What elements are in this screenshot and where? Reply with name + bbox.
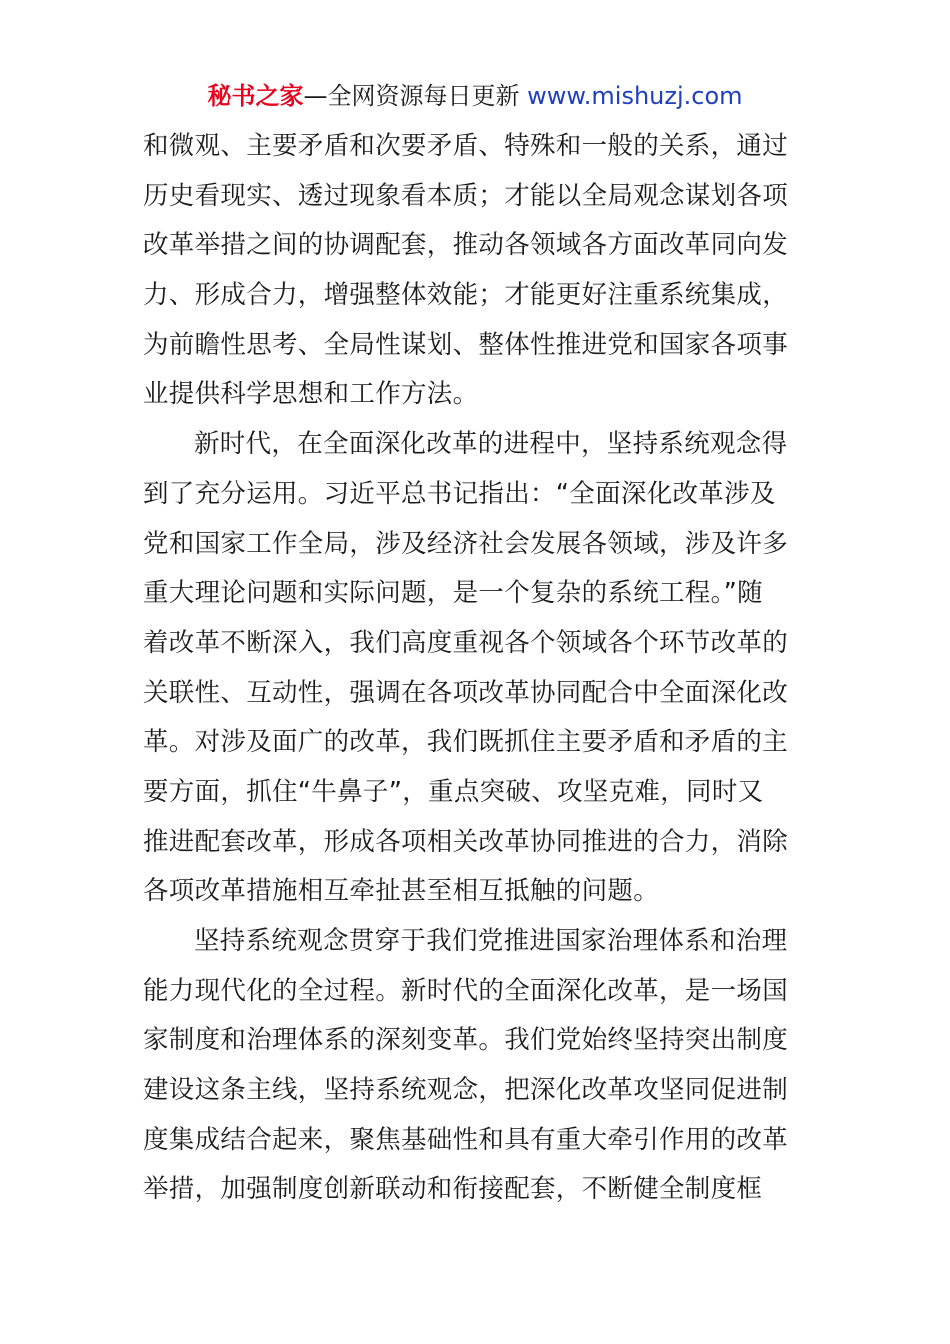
document-body bbox=[143, 122, 811, 1215]
paragraph-line: 和微观、主要矛盾和次要矛盾、特殊和一般的关系，通过 bbox=[143, 131, 789, 161]
paragraph-line: 要方面，抓住“牛鼻子”，重点突破、攻坚克难，同时又 bbox=[143, 776, 764, 807]
paragraph-line: 为前瞻性思考、全局性谋划、整体性推进党和国家各项事 bbox=[143, 329, 789, 360]
paragraph-line: 推进配套改革，形成各项相关改革协同推进的合力，消除 bbox=[143, 826, 789, 857]
paragraph-line: 举措，加强制度创新联动和衔接配套，不断健全制度框 bbox=[143, 1174, 763, 1205]
paragraph bbox=[143, 420, 811, 917]
page-header bbox=[0, 80, 950, 112]
paragraph-line: 改革举措之间的协调配套，推动各领域各方面改革同向发 bbox=[143, 230, 789, 261]
paragraph-line: 党和国家工作全局，涉及经济社会发展各领域，涉及许多 bbox=[143, 528, 789, 559]
paragraph bbox=[143, 917, 811, 1215]
site-brand: 秘书之家 bbox=[207, 82, 304, 110]
paragraph bbox=[143, 122, 811, 420]
paragraph-line: 关联性、互动性，强调在各项改革协同配合中全面深化改 bbox=[143, 677, 789, 708]
site-url-link[interactable]: www.mishuzj.com bbox=[527, 82, 743, 110]
site-tagline: —全网资源每日更新 bbox=[303, 82, 528, 110]
paragraph-line: 各项改革措施相互牵扯甚至相互抵触的问题。 bbox=[143, 876, 660, 907]
paragraph-line: 着改革不断深入，我们高度重视各个领域各个环节改革的 bbox=[143, 627, 789, 658]
paragraph-line: 新时代，在全面深化改革的进程中，坚持系统观念得 bbox=[194, 429, 788, 460]
paragraph-line: 坚持系统观念贯穿于我们党推进国家治理体系和治理 bbox=[194, 926, 788, 956]
paragraph-line: 家制度和治理体系的深刻变革。我们党始终坚持突出制度 bbox=[143, 1025, 789, 1056]
paragraph-line: 革。对涉及面广的改革，我们既抓住主要矛盾和矛盾的主 bbox=[143, 727, 789, 758]
paragraph-line: 到了充分运用。习近平总书记指出：“全面深化改革涉及 bbox=[143, 478, 776, 509]
paragraph-line: 业提供科学思想和工作方法。 bbox=[143, 379, 479, 410]
paragraph-line: 度集成结合起来，聚焦基础性和具有重大牵引作用的改革 bbox=[143, 1124, 789, 1155]
paragraph-line: 建设这条主线，坚持系统观念，把深化改革攻坚同促进制 bbox=[143, 1075, 789, 1106]
paragraph-line: 能力现代化的全过程。新时代的全面深化改革，是一场国 bbox=[143, 975, 789, 1006]
paragraph-line: 历史看现实、透过现象看本质；才能以全局观念谋划各项 bbox=[143, 180, 789, 211]
paragraph-line: 力、形成合力，增强整体效能；才能更好注重系统集成， bbox=[143, 280, 789, 311]
paragraph-line: 重大理论问题和实际问题，是一个复杂的系统工程。”随 bbox=[143, 578, 763, 609]
